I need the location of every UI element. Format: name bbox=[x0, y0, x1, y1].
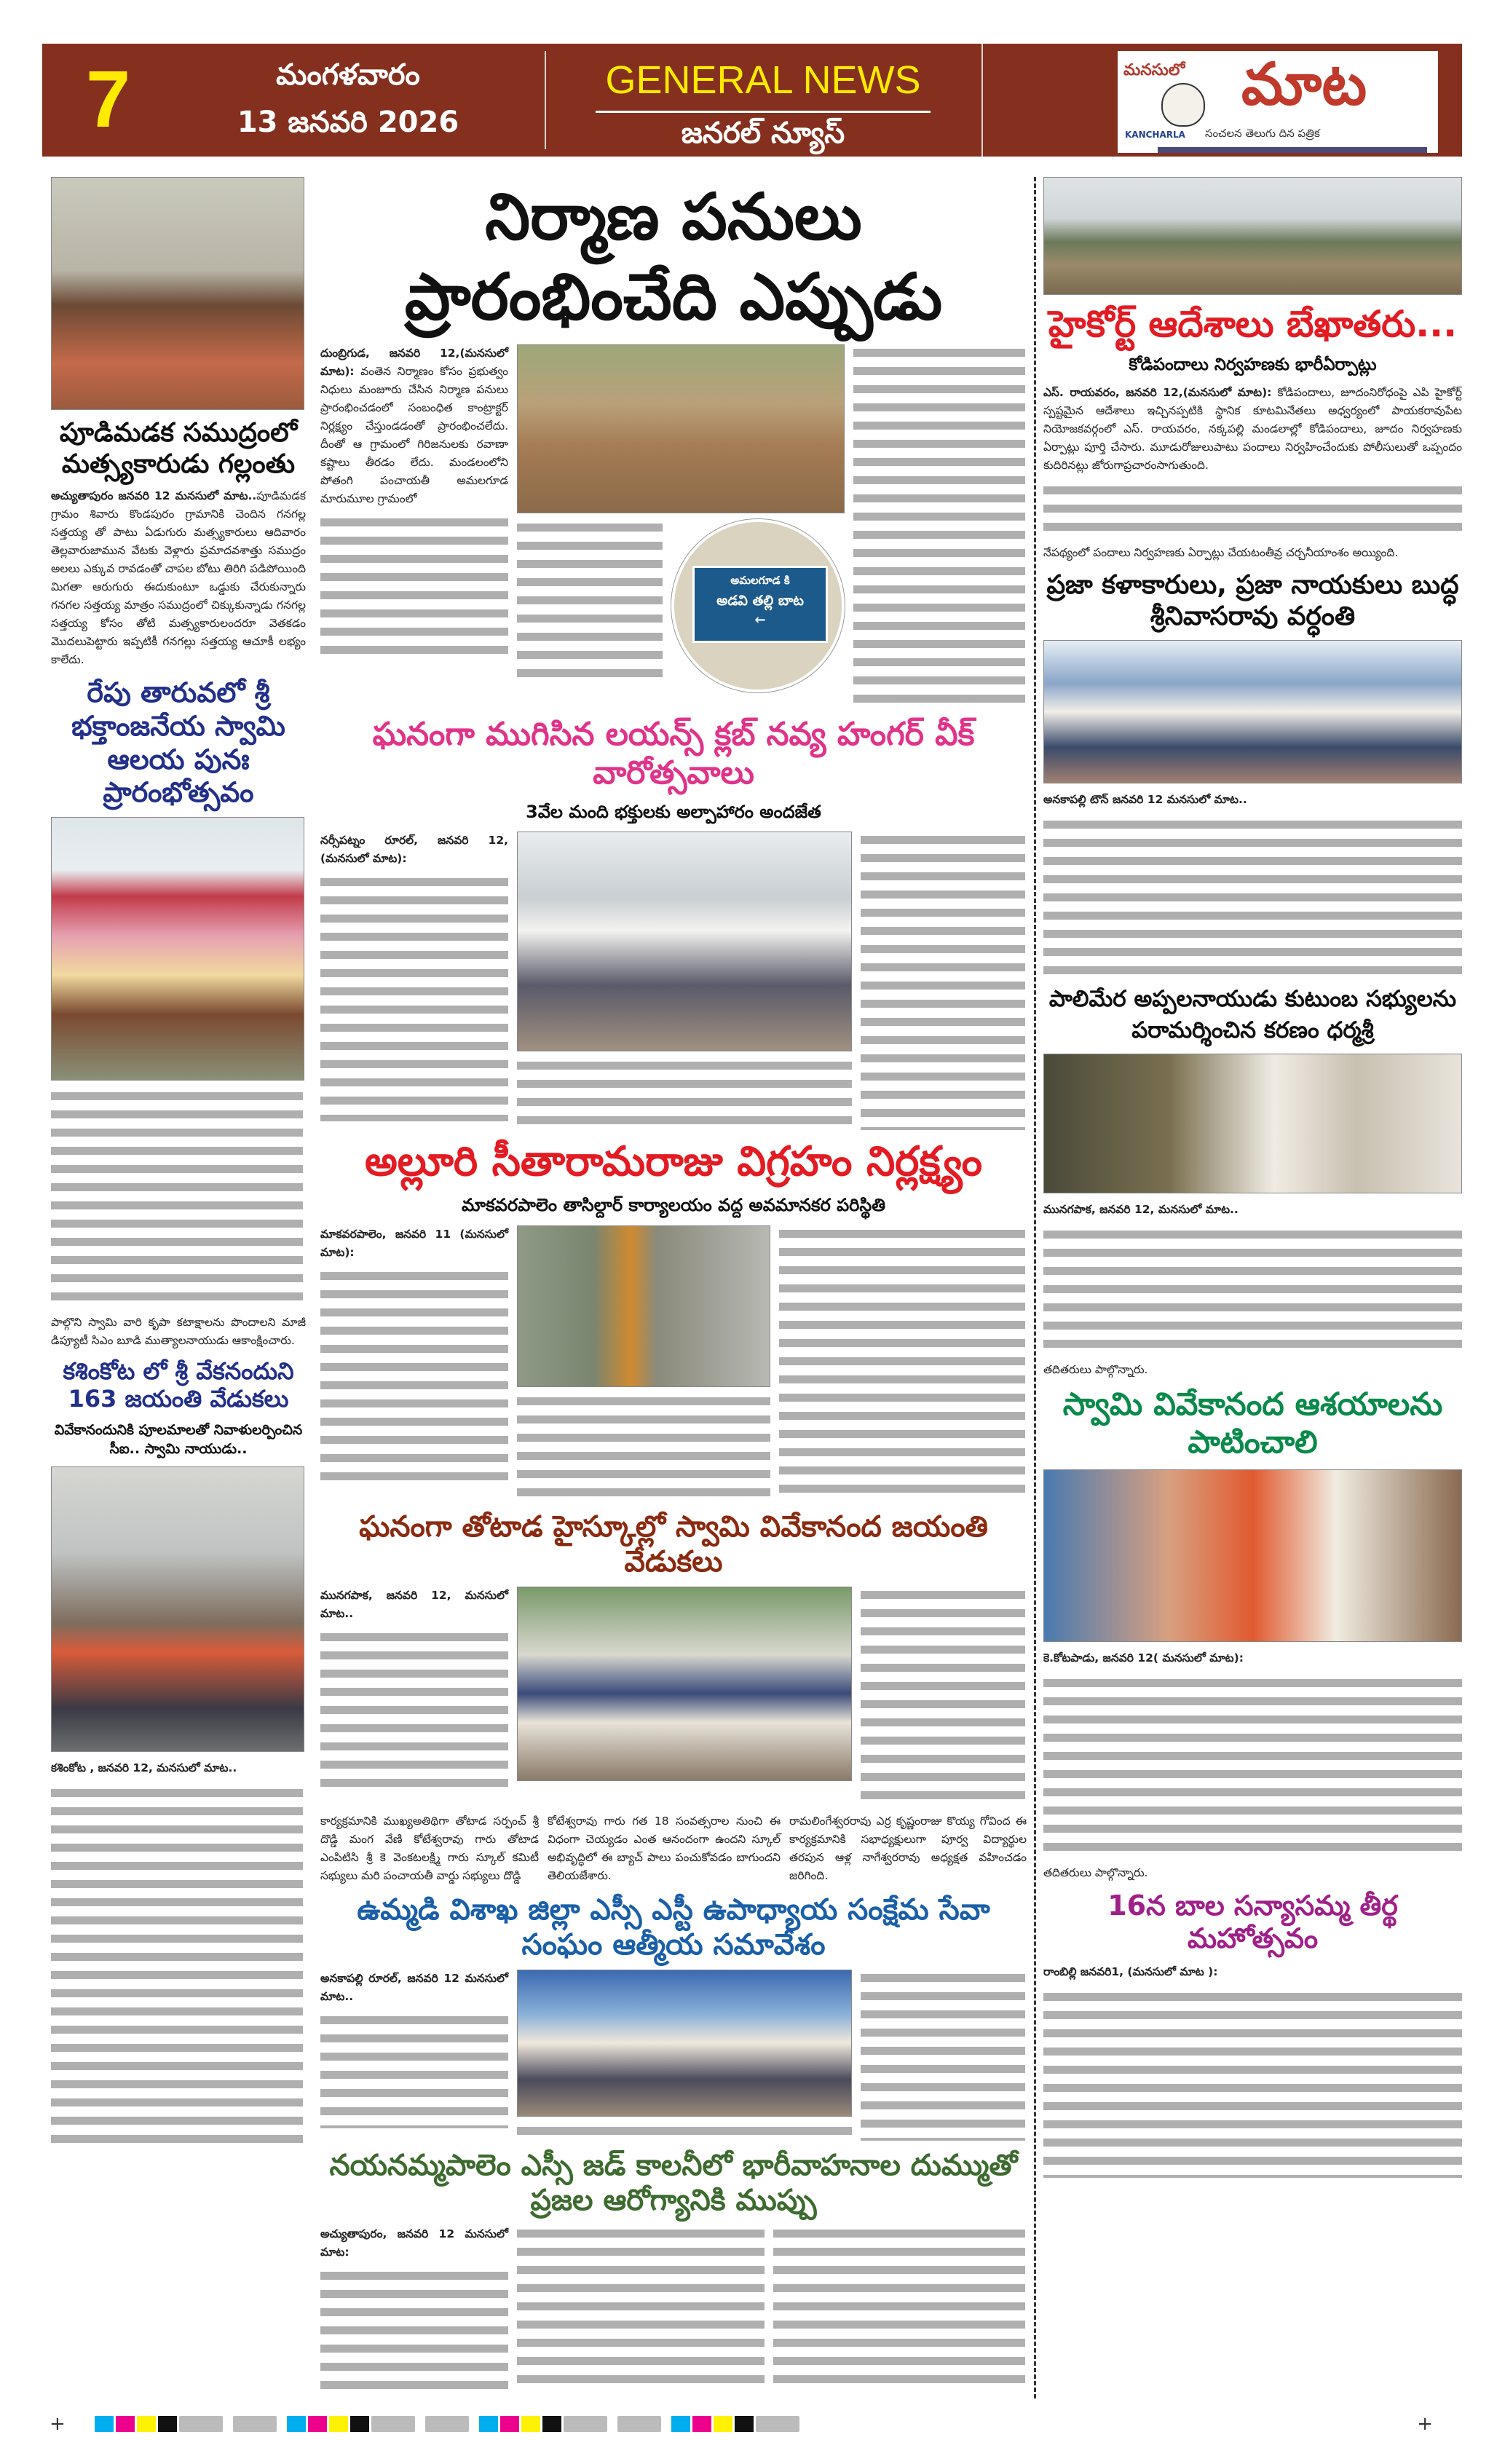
cyan-swatch bbox=[671, 2416, 690, 2432]
article-dust-text bbox=[320, 2267, 508, 2398]
article-fisherman-body bbox=[51, 487, 306, 669]
logo-tagline: సంచలన తెలుగు దిన పత్రిక bbox=[1205, 127, 1320, 140]
article-text: వంతెన నిర్మాణం కోసం ప్రభుత్వం నిధులు మంజూరు చేసిన నిర్మాణ పనులు ప్రారంభించడంలో సంబంధిత కాంట్రాక్టర్ నిర్లక్ష్యం చేస్తుండడంతో ప్రారంభించలేదు. దీంతో ఆ గ్రామంలో గిరిజనులకు రవాణా కష్టాలు తీరడం లేదు. మండలంలోని పోతంగి పంచాయతీ అమలగూడ మారుమూల గ్రామంలో bbox=[320, 365, 508, 505]
article-temple-tail: పాల్గొని స్వామి వారి కృపా కటాక్షాలను పొందాలని మాజీ డిప్యూటీ సిఎం బూడి ముత్యాలనాయుడు ఆకాంక్షించారు. bbox=[51, 1315, 306, 1347]
black-swatch bbox=[542, 2416, 561, 2432]
sign-line-2: అడవి తల్లి బాట bbox=[716, 593, 804, 609]
article-lions-text bbox=[517, 1057, 852, 1130]
article-dust-text bbox=[773, 2225, 1025, 2393]
newspaper-page bbox=[42, 0, 1462, 2464]
article-thotada-excerpts bbox=[320, 1812, 1027, 1885]
arrow-left-icon: ← bbox=[754, 612, 766, 628]
vardhanthi-photo bbox=[1043, 640, 1462, 783]
article-dust bbox=[320, 2225, 1027, 2398]
print-color-bar bbox=[42, 2413, 1462, 2464]
page-number: 7 bbox=[86, 55, 131, 144]
article-construction-text bbox=[853, 344, 1025, 708]
unfinished-road-photo bbox=[517, 344, 845, 513]
magenta-swatch bbox=[500, 2416, 519, 2432]
article-kasimkota-text bbox=[51, 1785, 303, 2149]
article-dust-dateline bbox=[320, 2225, 508, 2262]
headline-highcourt-orders: హైకోర్ట్ ఆదేశాలు బేఖాతరు... bbox=[1048, 303, 1458, 345]
subhead-vivekananda-kasimkota: వివేకానందునికి పూలమాలతో నివాళులర్పించిన సీఐ.. స్వామి నాయుడు.. bbox=[54, 1421, 303, 1458]
registration-mark-icon: + bbox=[1417, 2412, 1433, 2435]
article-alluri-dateline bbox=[320, 1225, 508, 1262]
article-teachers-text bbox=[861, 1970, 1025, 2141]
article-alluri-text bbox=[320, 1268, 508, 1486]
headline-construction-works: నిర్మాణ పనులు ప్రారంభించేది ఎప్పుడు bbox=[404, 179, 943, 334]
dateline: కశింకోట , జనవరి 12, మనసులో మాట.. bbox=[51, 1761, 237, 1774]
article-thotada-dateline bbox=[320, 1587, 508, 1623]
grey-swatch bbox=[617, 2416, 661, 2432]
yellow-swatch bbox=[137, 2416, 156, 2432]
yellow-swatch bbox=[521, 2416, 540, 2432]
subhead-lions-club: 3వేల మంది భక్తులకు అల్పాహారం అందజేత bbox=[526, 801, 821, 822]
article-thotada bbox=[320, 1587, 1027, 1805]
grey-swatch bbox=[756, 2416, 799, 2432]
article-alluri-text bbox=[517, 1393, 770, 1502]
dateline: మునగపాక, జనవరి 12, మనసులో మాట.. bbox=[1043, 1203, 1239, 1217]
article-teachers bbox=[320, 1970, 1027, 2141]
sign-line-1: అమలగూడ కి bbox=[730, 574, 790, 587]
article-kkotapadu-dateline bbox=[1043, 1649, 1462, 1667]
headline-bala-sanyasamma: 16న బాల సన్యాసమ్మ తీర్థ మహోత్సవం bbox=[1107, 1889, 1398, 1955]
article-construction-text bbox=[320, 514, 508, 660]
dateline: కె.కోటపాడు, జనవరి 12( మనసులో మాట): bbox=[1043, 1651, 1244, 1665]
newspaper-logo bbox=[1118, 51, 1438, 153]
article-text: పూడిమడక గ్రామం శివారు కొండపురం గ్రామానికి చెందిన గనగల్ల సత్తయ్య తో పాటు ఏడుగురు మత్స్యకారులు ఆదివారం తెల్లవారుజామున వేటకు వెళ్లారు ప్రమాదవశాత్తు సముద్రం అలలు ఎక్కువ రావడంతో చాపల బోటు తిరిగి పడిపోయింది మిగతా ఆరుగురు ఈదుకుంటూ ఒడ్డుకు చేరుకున్నారు గనగల సత్తయ్య మాత్రం సముద్రంలో చిక్కుకున్నాడు గనగల్ల సత్తయ్య కోసం తోటి మత్స్యకారులందరూ వెతకడం మొదలుపెట్టారు ఇప్పటికీ గనగల్లు సత్తయ్య ఆచూకీ లభ్యం కాలేదు. bbox=[51, 489, 306, 667]
article-buddha-text bbox=[1043, 816, 1462, 976]
headline-buddha-srinivasarao: ప్రజా కళాకారులు, ప్రజా నాయకులు బుద్ధ శ్రీనివాసరావు వర్ధంతి bbox=[1046, 570, 1459, 632]
cyan-swatch bbox=[479, 2416, 498, 2432]
dateline: దుంబ్రిగుడ, జనవరి 12,(మనసులో మాట): bbox=[320, 347, 508, 378]
dateline: నర్సీపట్నం రూరల్, జనవరి 12, (మనసులో మాట): bbox=[320, 834, 508, 866]
dateline: మునగపాక, జనవరి 12, మనసులో మాట.. bbox=[320, 1588, 508, 1620]
article-teachers-text bbox=[320, 2012, 508, 2128]
column-divider bbox=[1034, 177, 1036, 2398]
black-swatch bbox=[158, 2416, 177, 2432]
dateline: రాంబిల్లి జనవరి1, (మనసులో మాట ): bbox=[1043, 1965, 1218, 1978]
dateline: అనకాపల్లి రూరల్, జనవరి 12 మనసులో మాట.. bbox=[320, 1971, 508, 2003]
issue-date: 13 జనవరి 2026 bbox=[237, 106, 459, 139]
magenta-swatch bbox=[116, 2416, 135, 2432]
logo-portrait-icon bbox=[1161, 83, 1205, 127]
article-alluri-text bbox=[779, 1225, 1025, 1498]
article-kasimkota-dateline bbox=[51, 1759, 306, 1777]
headline-karanam-dharmasri: పాలిమేర అప్పలనాయుడు కుటుంబ సభ్యులను పరామర్శించిన కరణం ధర్మశ్రీ bbox=[1048, 985, 1457, 1043]
magenta-swatch bbox=[692, 2416, 711, 2432]
article-rambilli-text bbox=[1043, 1989, 1462, 2178]
headline-alluri-statue: అల్లూరి సీతారామరాజు విగ్రహం నిర్లక్ష్యం bbox=[364, 1138, 983, 1186]
divider bbox=[596, 111, 931, 113]
headline-temple-reopening: రేపు తారువలో శ్రీ భక్తాంజనేయ స్వామి ఆలయ పునః ప్రారంభోత్సవం bbox=[71, 676, 285, 809]
lions-club-event-photo bbox=[517, 832, 852, 1051]
magenta-swatch bbox=[308, 2416, 327, 2432]
logo-title: మాట bbox=[1241, 50, 1367, 118]
article-lions bbox=[320, 832, 1027, 1130]
article-dust-text bbox=[517, 2225, 765, 2393]
weekday: మంగళవారం bbox=[276, 58, 420, 92]
divider bbox=[545, 51, 546, 149]
article-thotada-text bbox=[320, 1629, 508, 1789]
article-rambilli-dateline bbox=[1043, 1963, 1462, 1981]
article-thotada-excerpt-3: రామలింగేశ్వరరావు ఎర్ర కృష్ణంరాజు కొయ్య గోవింద ఈ కార్యక్రమానికి సభాధ్యక్షులుగా పూర్వ విద్యార్థుల తరపున ఆళ్ల నాగేశ్వరరావు అధ్యక్షత వహించడం జరిగింది. bbox=[789, 1814, 1027, 1882]
headline-vivekananda-ideals: స్వామి వివేకానంద ఆశయాలను పాటించాలి bbox=[1062, 1386, 1443, 1461]
dateline: అచ్యుతాపురం జనవరి 12 మనసులో మాట.. bbox=[51, 489, 257, 503]
article-teachers-text bbox=[517, 2123, 852, 2141]
grey-swatch bbox=[371, 2416, 415, 2432]
condolence-visit-photo bbox=[1043, 1054, 1462, 1193]
alluri-statue-photo bbox=[517, 1225, 770, 1387]
headline-fisherman-missing: పూడిమడక సముద్రంలో మత్స్యకారుడు గల్లంతు bbox=[59, 418, 298, 480]
article-alluri bbox=[320, 1225, 1027, 1502]
article-karanam-dateline bbox=[1043, 1201, 1462, 1219]
article-lions-text bbox=[320, 874, 508, 1121]
divider bbox=[981, 44, 983, 157]
grey-swatch bbox=[179, 2416, 223, 2432]
middle-column bbox=[320, 177, 1027, 2398]
article-highcourt-body bbox=[1043, 384, 1462, 475]
thotada-school-photo bbox=[517, 1587, 852, 1781]
yellow-swatch bbox=[714, 2416, 732, 2432]
article-thotada-excerpt-1: కార్యక్రమానికి ముఖ్యఅతిథిగా తోటాడ సర్పంచ్ శ్రీ దొడ్డి మంగ వేణి కోటేశ్వరావు గారు తోటాడ ఎంపిటిసి శ్రీ కె వెంకటలక్ష్మి గారు స్కూల్ కమిటీ సభ్యులు మరి పంచాయతీ వార్డు సభ్యులు దొడ్డి bbox=[320, 1814, 539, 1882]
logo-bar bbox=[1158, 147, 1427, 153]
article-highcourt-tail: నేపథ్యంలో పందాలు నిర్వహణకు ఏర్పాట్లు చేయటంతీవ్ర చర్చనీయాంశం అయ్యింది. bbox=[1043, 546, 1399, 560]
fisherman-photo bbox=[51, 177, 304, 410]
section-title-en: GENERAL NEWS bbox=[605, 58, 921, 102]
article-temple-text bbox=[51, 1088, 303, 1306]
article-buddha-dateline bbox=[1043, 791, 1462, 809]
yellow-swatch bbox=[329, 2416, 348, 2432]
logo-brand: KANCHARLA bbox=[1125, 130, 1185, 140]
headline-dust-health: నయనమ్మపాలెం ఎస్సీ జడ్ కాలనీలో భారీవాహనాల దుమ్ముతో ప్రజల ఆరోగ్యానికి ముప్పు bbox=[329, 2148, 1018, 2217]
article-kkotapadu-text bbox=[1043, 1675, 1462, 1857]
article-thotada-text bbox=[861, 1587, 1025, 1805]
cockfight-arena-photo bbox=[1043, 177, 1462, 295]
article-thotada-excerpt-2: కోటేశ్వరావు గారు గత 18 సంవత్సరాల నుంచి ఈ విధంగా చెయ్యడం ఎంత ఆనందంగా ఉందని స్కూల్ అభివృద్ధిలో ఈ బ్యాచ్ పాలు పంచుకోవడం బాగుందని తెలియజేశారు. bbox=[548, 1814, 781, 1882]
logo-small-text: మనసులో bbox=[1123, 61, 1185, 79]
article-construction-body bbox=[320, 344, 508, 508]
left-column bbox=[51, 177, 306, 2149]
teachers-meeting-photo bbox=[517, 1970, 852, 2117]
cyan-swatch bbox=[287, 2416, 306, 2432]
temple-photo bbox=[51, 817, 304, 1081]
grey-swatch bbox=[233, 2416, 277, 2432]
section-title-te: జనరల్ న్యూస్ bbox=[681, 117, 845, 150]
page-columns bbox=[42, 177, 1462, 2398]
black-swatch bbox=[735, 2416, 754, 2432]
dateline: అనకాపల్లి టౌన్ జనవరి 12 మనసులో మాట.. bbox=[1043, 792, 1247, 806]
registration-mark-icon: + bbox=[50, 2412, 66, 2435]
article-text: కోడిపందాలు, జూదంనిరోధంపై ఎపి హైకోర్ట్ స్పష్టమైన ఆదేశాలు ఇచ్చినప్పటికి స్థానిక కూటమినేతలు అధ్వర్యంలో పాయకరావుపేట నియోజకవర్గంలో ఎస్. రాయవరం, నక్కపల్లి మండలాల్లో కోడిపందాలు, జూదం నిర్వహణకు ఏర్పాట్లు పూర్తి చేసారు. మూడురోజులుపాటు పందాలు నిర్వహించేందుకు పోలీసులుతో ఒప్పందం కుదిరినట్లు జోరుగాప్రచారంసాగుతుంది. bbox=[1043, 386, 1462, 473]
dateline: మాకవరపాలెం, జనవరి 11 (మనసులో మాట): bbox=[320, 1227, 508, 1259]
headline-thotada-school: ఘనంగా తోటాడ హైస్కూల్లో స్వామి వివేకానంద జయంతి వేడుకలు bbox=[359, 1509, 988, 1579]
article-kkotapadu-tail: తదితరులు పాల్గొన్నారు. bbox=[1043, 1865, 1148, 1879]
article-karanam-text bbox=[1043, 1226, 1462, 1354]
article-highcourt-text bbox=[1043, 482, 1462, 537]
road-sign bbox=[692, 566, 828, 643]
article-lions-dateline bbox=[320, 832, 508, 868]
article-karanam-tail: తదితరులు పాల్గొన్నారు. bbox=[1043, 1363, 1148, 1377]
article-construction-text bbox=[517, 519, 663, 687]
headline-sc-st-teachers: ఉమ్మడి విశాఖ జిల్లా ఎస్సీ ఎస్టీ ఉపాధ్యాయ సంక్షేమ సేవా సంఘం ఆత్మీయ సమావేశం bbox=[357, 1892, 990, 1962]
subhead-alluri-statue: మాకవరపాలెం తాసిల్దార్ కార్యాలయం వద్ద అవమానకర పరిస్థితి bbox=[462, 1195, 885, 1216]
vivekananda-tribute-photo bbox=[1043, 1469, 1462, 1642]
article-construction bbox=[320, 344, 1027, 708]
dateline: ఎస్. రాయవరం, జనవరి 12,(మనసులో మాట): bbox=[1043, 386, 1272, 400]
right-column bbox=[1043, 177, 1462, 2178]
article-teachers-dateline bbox=[320, 1970, 508, 2006]
grey-swatch bbox=[564, 2416, 607, 2432]
grey-swatch bbox=[425, 2416, 469, 2432]
black-swatch bbox=[350, 2416, 369, 2432]
headline-vivekananda-kasimkota: కశింకోట లో శ్రీ వేకనందుని 163 జయంతి వేడుకలు bbox=[63, 1357, 294, 1413]
subhead-highcourt-orders: కోడిపందాలు నిర్వహణకు భారీఏర్పాట్లు bbox=[1129, 355, 1377, 374]
road-sign-photo bbox=[671, 519, 845, 692]
headline-lions-club: ఘనంగా ముగిసిన లయన్స్ క్లబ్ నవ్య హంగర్ వీక్ వారోత్సవాలు bbox=[372, 716, 975, 791]
vivekananda-statue-photo bbox=[51, 1466, 304, 1752]
dateline: అచ్యుతాపురం, జనవరి 12 మనసులో మాట: bbox=[320, 2227, 508, 2259]
article-lions-text bbox=[861, 832, 1025, 1130]
masthead bbox=[42, 44, 1462, 157]
cyan-swatch bbox=[95, 2416, 114, 2432]
